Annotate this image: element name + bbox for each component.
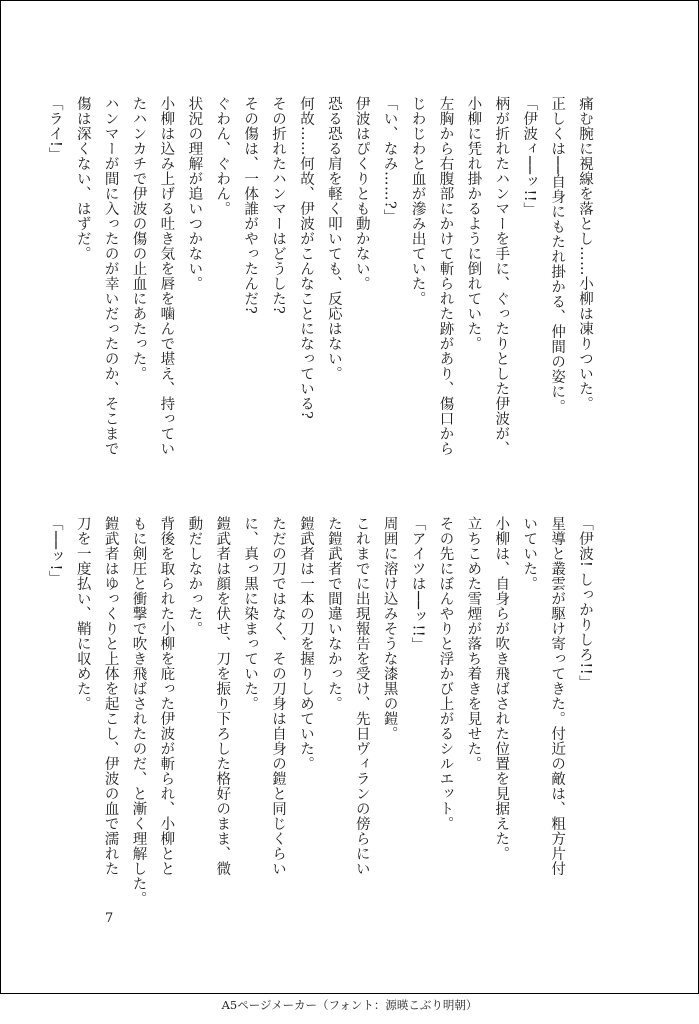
text-line: 刀を一度払い、鞘に収めた。 [74,516,91,711]
text-line: ただの刀ではなく、その刀身は自身の鎧と同じくらい [270,516,287,876]
text-line: その傷は、一体誰がやったんだ? [242,96,259,315]
text-block-bottom [40,516,598,916]
text-line: 動だしなかった。 [186,516,203,636]
text-line: 小柳は、自身らが吹き飛ばされた位置を見据えた。 [493,516,510,861]
text-line: 何故……何故、伊波がこんなことになっている? [297,96,314,420]
text-line: 鎧武者はゆっくりと上体を起こし、伊波の血で濡れた [102,516,119,876]
text-line: 状況の理解が追いつかない。 [186,96,203,291]
footer-caption: A5ページメーカー（フォント：源暎こぶり明朝） [221,998,478,1012]
text-line: に、真っ黒に染まっていた。 [242,516,259,711]
text-line: 「ライ!」 [46,96,63,163]
text-line: 柄が折れたハンマーを手に、ぐったりとした伊波が、 [493,96,510,456]
text-line: 「アイツは──ッ!!」 [409,516,426,653]
text-line: これまでに出現報告を受け、先日ヴィランの傍らにい [353,516,370,876]
text-line: 周囲に溶け込みそうな漆黒の鎧。 [381,516,398,741]
text-line: 痛む腕に視線を落とし……小柳は凍りついた。 [577,96,593,411]
text-line: 正しくは──自身にもたれ掛かる、仲間の姿に。 [549,96,566,415]
text-line: いていた。 [521,516,538,591]
text-line: もに剣圧と衝撃で吹き飛ばされたのだ、と漸く理解した。 [130,516,147,906]
text-block-top [40,96,598,496]
text-line: 「伊波! しっかりしろ!!」 [577,516,593,691]
text-line: 傷は深くない、はずだ。 [74,96,91,261]
text-line: 「──ッ!」 [46,516,63,586]
text-line: その折れたハンマーはどうした? [270,96,287,315]
page-number: 7 [105,911,114,926]
text-line: 「伊波ィ──ッ!!」 [521,96,538,218]
text-line: 「い、なみ……?」 [381,96,398,225]
text-line: 立ちこめた雪煙が落ち着きを見せた。 [465,516,482,771]
text-line: 小柳に凭れ掛かるように倒れていた。 [465,96,482,351]
text-line: たハンカチで伊波の傷の止血にあたった。 [130,96,147,381]
text-line: 左胸から右腹部にかけて斬られた跡があり、傷口から [437,96,454,456]
text-line: 伊波はぴくりとも動かない。 [353,96,370,291]
text-line: 星導と叢雲が駆け寄ってきた。付近の敵は、粗方片付 [549,516,566,876]
text-line: 小柳は込み上げる吐き気を唇を噛んで堪え、持ってい [158,96,175,456]
text-line: その先にぼんやりと浮かび上がるシルエット。 [437,516,454,831]
text-line: ハンマーが間に入ったのが幸いだったのか、そこまで [102,96,119,456]
text-line: 恐る恐る肩を軽く叩いても、反応はない。 [325,96,342,381]
text-line: ぐわん、ぐわん。 [214,96,231,216]
text-line: 鎧武者は一本の刀を握りしめていた。 [297,516,314,771]
text-line: た鎧武者で間違いなかった。 [325,516,342,711]
text-line: じわじわと血が滲み出ていた。 [409,96,426,306]
text-line: 背後を取られた小柳を庇った伊波が斬られ、小柳とと [158,516,175,876]
text-line: 鎧武者は顔を伏せ、刀を振り下ろした格好のまま、微 [214,516,231,876]
